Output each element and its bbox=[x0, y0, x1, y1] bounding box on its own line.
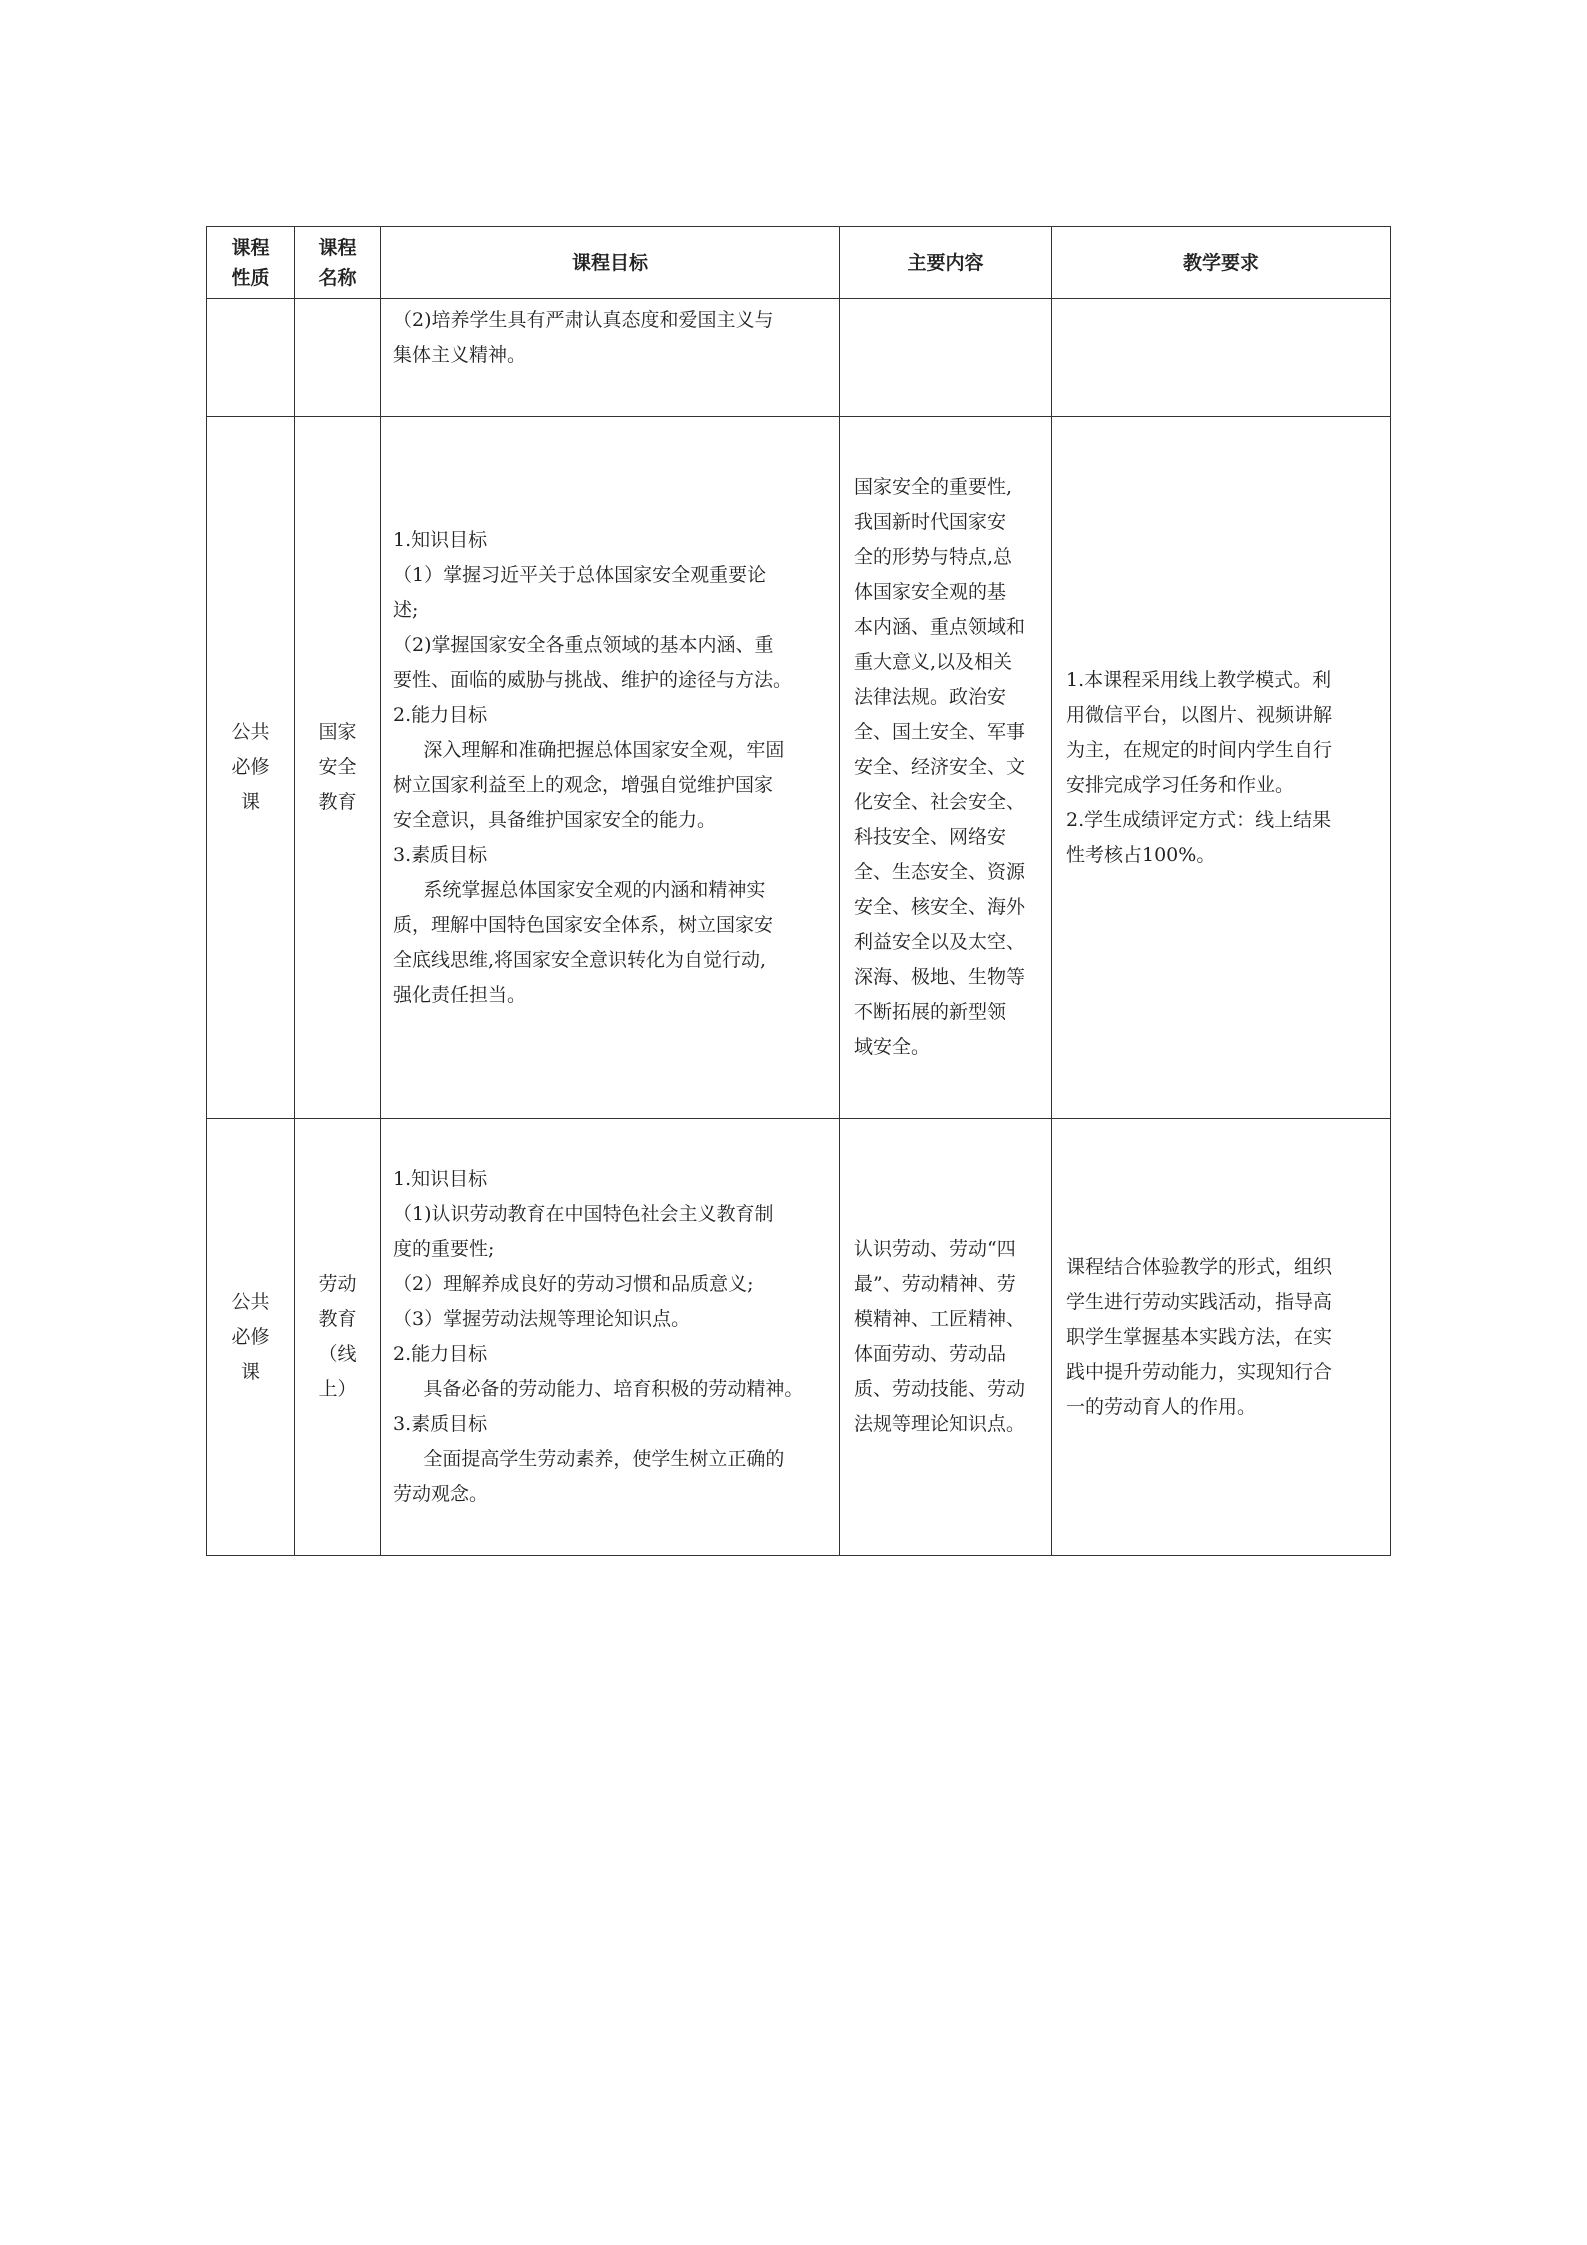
course-nature-cell bbox=[207, 299, 295, 417]
course-table bbox=[206, 226, 1391, 1556]
course-name-cell bbox=[295, 299, 381, 417]
course-content-cell bbox=[840, 299, 1052, 417]
table-row bbox=[207, 417, 1391, 1119]
course-requirement-cell: 课程结合体验教学的形式，组织 学生进行劳动实践活动，指导高 职学生掌握基本实践方法，在实 践中提升劳动能力，实现知行合 一的劳动育人的作用。 bbox=[1052, 1119, 1391, 1556]
course-nature-cell: 公共 必修 课 bbox=[207, 1119, 295, 1556]
course-requirement-cell: 1.本课程采用线上教学模式。利 用微信平台，以图片、视频讲解 为主，在规定的时间内学生自行 安排完成学习任务和作业。 2.学生成绩评定方式：线上结果 性考核占100%。 bbox=[1052, 417, 1391, 1119]
course-nature-cell: 公共 必修 课 bbox=[207, 417, 295, 1119]
course-goal-cell: 1.知识目标 （1）掌握习近平关于总体国家安全观重要论 述; （2)掌握国家安全各重点领域的基本内涵、重 要性、面临的威胁与挑战、维护的途径与方法。 2.能力目标 深入理解和准确把握总体国家安全观，牢固 树立国家利益至上的观念，增强自觉维护国家 安全意识，具备维护国家安全的能力。 3.素质目标 系统掌握总体国家安全观的内涵和精神实 质，理解中国特色国家安全体系，树立国家安 全底线思维,将国家安全意识转化为自觉行动, 强化责任担当。 bbox=[381, 417, 840, 1119]
header-name: 课程 名称 bbox=[295, 227, 381, 299]
course-requirement-cell bbox=[1052, 299, 1391, 417]
table-row bbox=[207, 1119, 1391, 1556]
course-content-cell: 认识劳动、劳动“四 最”、劳动精神、劳 模精神、工匠精神、 体面劳动、劳动品 质、劳动技能、劳动 法规等理论知识点。 bbox=[840, 1119, 1052, 1556]
table-row bbox=[207, 299, 1391, 417]
course-goal-cell: （2)培养学生具有严肃认真态度和爱国主义与 集体主义精神。 bbox=[381, 299, 840, 417]
header-goal: 课程目标 bbox=[381, 227, 840, 299]
course-content-cell: 国家安全的重要性, 我国新时代国家安 全的形势与特点,总 体国家安全观的基 本内涵、重点领域和 重大意义,以及相关 法律法规。政治安 全、国土安全、军事 安全、经济安全、文 化安全、社会安全、 科技安全、网络安 全、生态安全、资源 安全、核安全、海外 利益安全以及太空、 深海、极地、生物等 不断拓展的新型领 域安全。 bbox=[840, 417, 1052, 1119]
table-header-row bbox=[207, 227, 1391, 299]
course-name-cell: 劳动 教育 （线 上） bbox=[295, 1119, 381, 1556]
header-requirement: 教学要求 bbox=[1052, 227, 1391, 299]
header-nature: 课程 性质 bbox=[207, 227, 295, 299]
course-name-cell: 国家 安全 教育 bbox=[295, 417, 381, 1119]
course-goal-cell: 1.知识目标 （1)认识劳动教育在中国特色社会主义教育制 度的重要性; （2）理解养成良好的劳动习惯和品质意义; （3）掌握劳动法规等理论知识点。 2.能力目标 具备必备的劳动能力、培育积极的劳动精神。 3.素质目标 全面提高学生劳动素养，使学生树立正确的 劳动观念。 bbox=[381, 1119, 840, 1556]
header-content: 主要内容 bbox=[840, 227, 1052, 299]
